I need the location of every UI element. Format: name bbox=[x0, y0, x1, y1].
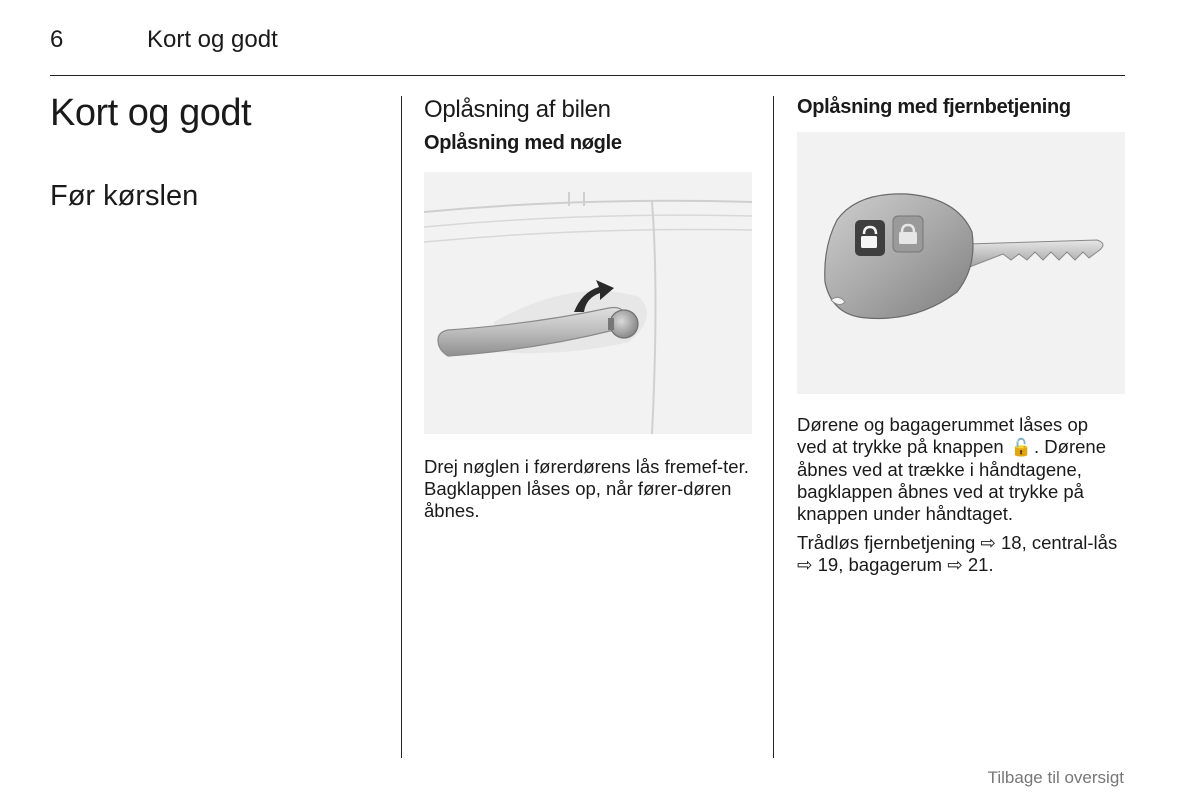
unlock-with-key-subheading: Oplåsning med nøgle bbox=[424, 132, 622, 154]
header-rule bbox=[50, 75, 1125, 76]
chapter-title: Kort og godt bbox=[50, 92, 252, 134]
key-fob-icon bbox=[797, 132, 1125, 394]
column-divider-2 bbox=[773, 96, 774, 758]
section-title: Før kørslen bbox=[50, 180, 199, 212]
back-to-overview-link[interactable]: Tilbage til oversigt bbox=[987, 768, 1124, 787]
middle-column bbox=[424, 96, 754, 155]
running-title: Kort og godt bbox=[147, 26, 278, 53]
right-column bbox=[797, 96, 1127, 119]
unlock-icon: 🔓 bbox=[1010, 438, 1033, 457]
unlocking-heading: Oplåsning af bilen bbox=[424, 96, 611, 123]
column-divider-1 bbox=[401, 96, 402, 758]
cross-reference-text: Trådløs fjernbetjening ⇨ 18, central-lås ⇨ 19, bagagerum ⇨ 21. bbox=[797, 532, 1118, 575]
door-handle-icon bbox=[424, 172, 752, 434]
unlock-text-part-2: . Dørene åbnes ved at trække i håndtagene, bagklappen åbnes ved at trykke på knappen under håndtaget. bbox=[797, 436, 1106, 524]
page-number: 6 bbox=[50, 26, 64, 53]
unlock-with-remote-text bbox=[797, 414, 1122, 525]
page-header bbox=[50, 26, 1125, 56]
unlock-with-remote-subheading: Oplåsning med fjernbetjening bbox=[797, 96, 1071, 118]
unlock-with-key-text: Drej nøglen i førerdørens lås fremef-ter. Bagklappen låses op, når fører-døren åbnes. bbox=[424, 456, 749, 521]
car-door-handle-with-key-illustration bbox=[424, 172, 752, 434]
unlock-text-part-1: Dørene og bagagerummet låses op ved at trykke på knappen bbox=[797, 414, 1089, 457]
remote-key-fob-illustration bbox=[797, 132, 1125, 394]
